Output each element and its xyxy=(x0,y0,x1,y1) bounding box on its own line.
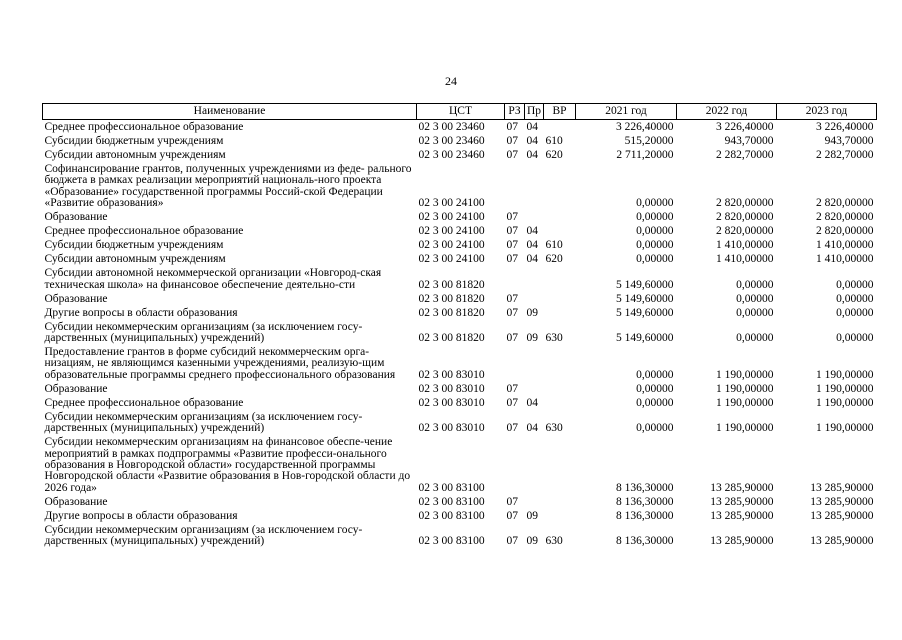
table-row xyxy=(43,306,877,320)
row-pr: 04 xyxy=(526,149,538,161)
row-cst: 02 3 00 83010 xyxy=(418,396,485,409)
row-value-2023: 2 820,00000 xyxy=(816,197,874,210)
row-value-2022: 1 410,00000 xyxy=(716,239,774,252)
row-vr xyxy=(544,162,576,210)
column-header-pr: Пр xyxy=(525,104,544,120)
row-pr: 04 xyxy=(526,225,538,238)
row-rz: 07 xyxy=(506,396,518,409)
row-name: Субсидии некоммерческим организациям (за исключением госу-дарственных (муниципальных) учреждений) xyxy=(44,410,363,435)
row-value-2021: 2 711,20000 xyxy=(616,149,674,161)
row-vr xyxy=(544,120,576,135)
row-rz: 07 xyxy=(506,211,518,224)
row-cst: 02 3 00 81820 xyxy=(418,306,485,319)
row-vr xyxy=(544,306,576,320)
row-name: Субсидии автономным учреждениям xyxy=(44,253,226,266)
row-name: Предоставление грантов в форме субсидий некоммерческим орга-низациям, не являющимся казенными учреждениями, реализую-щим образовательные программы среднего профессионального образования xyxy=(44,346,396,381)
table-row xyxy=(43,134,877,148)
row-name: Образование xyxy=(44,495,108,508)
row-value-2023: 1 190,00000 xyxy=(816,396,874,409)
row-vr: 610 xyxy=(545,135,563,147)
row-rz: 07 xyxy=(506,135,518,147)
row-value-2023: 0,00000 xyxy=(836,292,874,305)
row-pr xyxy=(525,345,544,382)
row-value-2021: 8 136,30000 xyxy=(616,509,674,522)
table-row xyxy=(43,382,877,396)
row-cst: 02 3 00 81820 xyxy=(418,278,485,291)
row-cst: 02 3 00 24100 xyxy=(418,225,485,238)
column-header-2023: 2023 год xyxy=(777,104,877,120)
row-value-2023: 2 820,00000 xyxy=(816,225,874,238)
row-rz: 07 xyxy=(506,225,518,238)
row-value-2021: 5 149,60000 xyxy=(616,278,674,291)
row-name: Субсидии некоммерческим организациям (за исключением госу-дарственных (муниципальных) учреждений) xyxy=(44,320,363,345)
budget-table xyxy=(42,103,877,548)
row-name: Образование xyxy=(44,382,108,395)
row-pr: 04 xyxy=(526,253,538,266)
row-rz xyxy=(505,266,525,291)
row-value-2022: 1 190,00000 xyxy=(716,422,774,435)
table-row xyxy=(43,396,877,410)
row-vr xyxy=(544,345,576,382)
row-value-2022: 1 190,00000 xyxy=(716,382,774,395)
row-value-2023: 3 226,40000 xyxy=(816,121,874,133)
row-value-2021: 0,00000 xyxy=(636,211,674,224)
row-rz: 07 xyxy=(506,495,518,508)
column-header-cst: ЦСТ xyxy=(417,104,505,120)
table-header xyxy=(43,104,877,120)
row-vr xyxy=(544,292,576,306)
row-name: Образование xyxy=(44,211,108,224)
row-value-2021: 5 149,60000 xyxy=(616,332,674,345)
row-cst: 02 3 00 81820 xyxy=(418,292,485,305)
row-value-2023: 0,00000 xyxy=(836,332,874,345)
row-value-2021: 0,00000 xyxy=(636,422,674,435)
row-value-2021: 8 136,30000 xyxy=(616,481,674,494)
row-pr: 04 xyxy=(526,422,538,435)
row-vr xyxy=(544,435,576,495)
column-header-2022: 2022 год xyxy=(677,104,777,120)
table-row xyxy=(43,148,877,162)
table-row xyxy=(43,120,877,135)
row-value-2021: 8 136,30000 xyxy=(616,535,674,548)
row-value-2022: 13 285,90000 xyxy=(710,481,774,494)
row-name: Субсидии автономным учреждениям xyxy=(44,149,226,161)
table-body xyxy=(43,120,877,549)
page-number: 24 xyxy=(445,74,457,88)
row-cst: 02 3 00 23460 xyxy=(418,135,485,147)
row-rz: 07 xyxy=(506,509,518,522)
row-value-2022: 13 285,90000 xyxy=(710,509,774,522)
row-value-2022: 2 820,00000 xyxy=(716,225,774,238)
row-cst: 02 3 00 81820 xyxy=(418,332,485,345)
row-cst: 02 3 00 83100 xyxy=(418,509,485,522)
row-name: Среднее профессиональное образование xyxy=(44,225,244,238)
row-vr xyxy=(544,396,576,410)
row-vr: 620 xyxy=(545,149,563,161)
table-row xyxy=(43,210,877,224)
row-vr: 630 xyxy=(545,535,563,548)
row-cst: 02 3 00 24100 xyxy=(418,253,485,266)
row-pr xyxy=(525,162,544,210)
row-value-2022: 2 820,00000 xyxy=(716,197,774,210)
row-cst: 02 3 00 24100 xyxy=(418,239,485,252)
row-value-2022: 2 282,70000 xyxy=(716,149,774,161)
row-pr xyxy=(525,292,544,306)
row-value-2023: 0,00000 xyxy=(836,278,874,291)
row-rz: 07 xyxy=(506,292,518,305)
row-value-2022: 0,00000 xyxy=(736,278,774,291)
row-rz xyxy=(505,345,525,382)
table-row xyxy=(43,266,877,291)
column-header-rz: РЗ xyxy=(505,104,525,120)
row-pr: 09 xyxy=(526,306,538,319)
row-rz xyxy=(505,162,525,210)
table-row xyxy=(43,523,877,548)
row-value-2022: 2 820,00000 xyxy=(716,211,774,224)
row-value-2021: 5 149,60000 xyxy=(616,292,674,305)
row-rz: 07 xyxy=(506,149,518,161)
row-rz xyxy=(505,435,525,495)
table-row xyxy=(43,435,877,495)
row-value-2022: 943,70000 xyxy=(724,135,774,147)
row-pr: 04 xyxy=(526,396,538,409)
row-name: Другие вопросы в области образования xyxy=(44,509,238,522)
row-value-2021: 0,00000 xyxy=(636,382,674,395)
row-value-2023: 943,70000 xyxy=(824,135,874,147)
row-vr: 630 xyxy=(545,332,563,345)
table-row xyxy=(43,410,877,435)
row-name: Субсидии некоммерческим организациям (за исключением госу-дарственных (муниципальных) учреждений) xyxy=(44,523,363,548)
row-value-2023: 0,00000 xyxy=(836,306,874,319)
row-value-2022: 1 190,00000 xyxy=(716,368,774,381)
row-vr: 610 xyxy=(545,239,563,252)
row-rz: 07 xyxy=(506,332,518,345)
row-name: Субсидии бюджетным учреждениям xyxy=(44,135,224,147)
row-cst: 02 3 00 83100 xyxy=(418,495,485,508)
table-row xyxy=(43,162,877,210)
row-vr xyxy=(544,266,576,291)
row-name: Софинансирование грантов, полученных учреждениями из феде- рального бюджета в рамках реализации мероприятий националь-ного проекта «Образование» государственной программы Россий-ской Федерации «Развитие образования» xyxy=(44,163,412,210)
row-value-2023: 13 285,90000 xyxy=(810,535,874,548)
row-value-2021: 5 149,60000 xyxy=(616,306,674,319)
row-value-2023: 2 820,00000 xyxy=(816,211,874,224)
table-row xyxy=(43,495,877,509)
row-value-2023: 2 282,70000 xyxy=(816,149,874,161)
row-cst: 02 3 00 83100 xyxy=(418,481,485,494)
table-row xyxy=(43,509,877,523)
row-value-2022: 13 285,90000 xyxy=(710,495,774,508)
row-value-2023: 13 285,90000 xyxy=(810,495,874,508)
row-name: Среднее профессиональное образование xyxy=(44,121,244,133)
row-pr: 09 xyxy=(526,535,538,548)
row-value-2021: 0,00000 xyxy=(636,239,674,252)
row-pr xyxy=(525,210,544,224)
row-rz: 07 xyxy=(506,535,518,548)
row-cst: 02 3 00 23460 xyxy=(418,149,485,161)
row-rz: 07 xyxy=(506,306,518,319)
row-cst: 02 3 00 83010 xyxy=(418,382,485,395)
row-pr: 04 xyxy=(526,135,538,147)
row-value-2023: 1 190,00000 xyxy=(816,422,874,435)
row-value-2023: 1 410,00000 xyxy=(816,239,874,252)
row-value-2022: 1 190,00000 xyxy=(716,396,774,409)
row-value-2022: 13 285,90000 xyxy=(710,535,774,548)
row-cst: 02 3 00 83010 xyxy=(418,368,485,381)
row-name: Другие вопросы в области образования xyxy=(44,306,238,319)
row-value-2022: 0,00000 xyxy=(736,332,774,345)
row-value-2022: 3 226,40000 xyxy=(716,121,774,133)
column-header-2021: 2021 год xyxy=(576,104,677,120)
row-cst: 02 3 00 23460 xyxy=(418,121,485,133)
row-rz: 07 xyxy=(506,239,518,252)
row-vr xyxy=(544,224,576,238)
row-value-2021: 0,00000 xyxy=(636,197,674,210)
row-value-2022: 0,00000 xyxy=(736,292,774,305)
column-header-name: Наименование xyxy=(43,104,417,120)
row-name: Образование xyxy=(44,292,108,305)
row-value-2021: 0,00000 xyxy=(636,253,674,266)
row-name: Субсидии автономной некоммерческой организации «Новгород-ская техническая школа» на финансовое обеспечение деятельно-сти xyxy=(44,267,382,291)
row-vr: 630 xyxy=(545,422,563,435)
row-cst: 02 3 00 83100 xyxy=(418,535,485,548)
table-row xyxy=(43,252,877,266)
table-row xyxy=(43,320,877,345)
row-pr xyxy=(525,435,544,495)
row-pr xyxy=(525,266,544,291)
row-value-2023: 1 190,00000 xyxy=(816,382,874,395)
table-row xyxy=(43,345,877,382)
row-pr xyxy=(525,382,544,396)
table-row xyxy=(43,238,877,252)
row-rz: 07 xyxy=(506,382,518,395)
row-value-2021: 0,00000 xyxy=(636,225,674,238)
row-value-2023: 1 410,00000 xyxy=(816,253,874,266)
row-rz: 07 xyxy=(506,422,518,435)
row-vr xyxy=(544,210,576,224)
row-value-2022: 1 410,00000 xyxy=(716,253,774,266)
row-cst: 02 3 00 24100 xyxy=(418,197,485,210)
row-value-2021: 0,00000 xyxy=(636,368,674,381)
row-value-2023: 13 285,90000 xyxy=(810,481,874,494)
row-value-2022: 0,00000 xyxy=(736,306,774,319)
row-cst: 02 3 00 83010 xyxy=(418,422,485,435)
row-pr: 04 xyxy=(526,121,538,133)
table-row xyxy=(43,224,877,238)
table-row xyxy=(43,292,877,306)
row-vr xyxy=(544,509,576,523)
row-value-2021: 0,00000 xyxy=(636,396,674,409)
row-vr: 620 xyxy=(545,253,563,266)
row-name: Среднее профессиональное образование xyxy=(44,396,244,409)
column-header-vr: ВР xyxy=(544,104,576,120)
row-value-2021: 515,20000 xyxy=(624,135,674,147)
row-pr xyxy=(525,495,544,509)
row-vr xyxy=(544,382,576,396)
row-value-2023: 13 285,90000 xyxy=(810,509,874,522)
row-pr: 09 xyxy=(526,332,538,345)
row-pr: 04 xyxy=(526,239,538,252)
row-name: Субсидии бюджетным учреждениям xyxy=(44,239,224,252)
row-cst: 02 3 00 24100 xyxy=(418,211,485,224)
row-vr xyxy=(544,495,576,509)
row-value-2023: 1 190,00000 xyxy=(816,368,874,381)
row-rz: 07 xyxy=(506,253,518,266)
row-name: Субсидии некоммерческим организациям на финансовое обеспе-чение мероприятий в рамках подпрограммы «Развитие професси-онального образования в Новгородской области» государственной программы Новгородской области «Развитие образования в Нов-городской области до 2026 года» xyxy=(44,436,411,494)
row-rz: 07 xyxy=(506,121,518,133)
row-value-2021: 3 226,40000 xyxy=(616,121,674,133)
header-row xyxy=(43,104,877,120)
row-pr: 09 xyxy=(526,509,538,522)
row-value-2021: 8 136,30000 xyxy=(616,495,674,508)
